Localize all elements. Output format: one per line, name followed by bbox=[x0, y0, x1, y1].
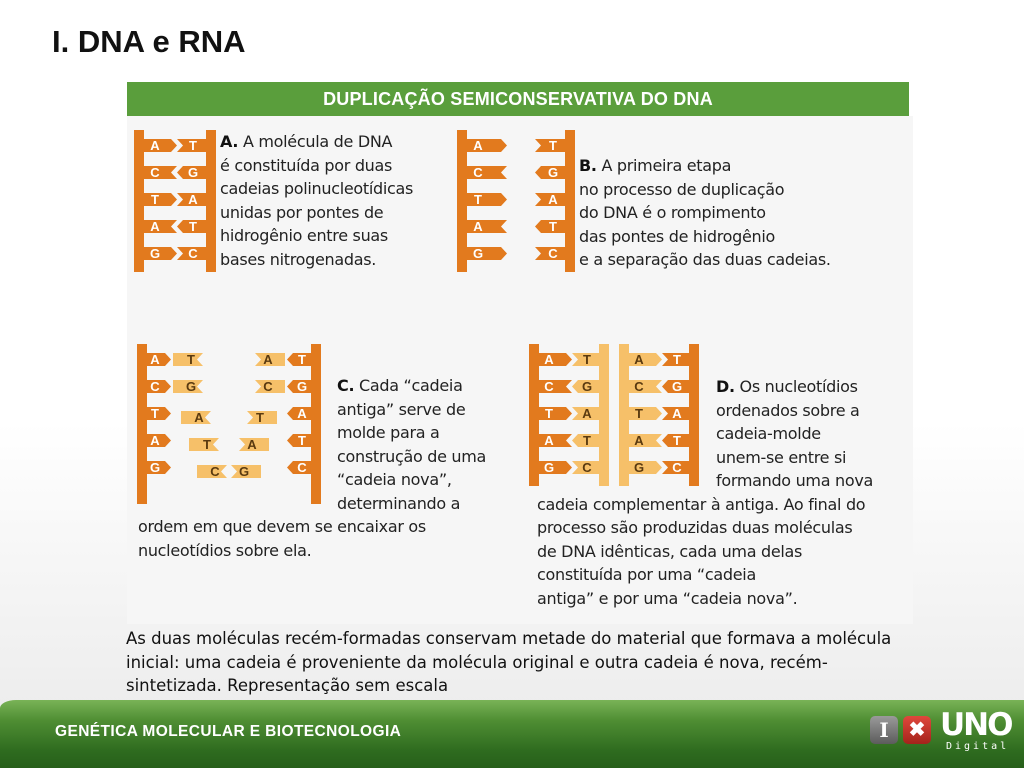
base-letter: G bbox=[296, 379, 308, 394]
base-letter: A bbox=[188, 192, 198, 207]
base-letter: A bbox=[672, 406, 682, 421]
nucleotide-base bbox=[144, 247, 177, 260]
base-letter: T bbox=[549, 219, 557, 234]
figure-caption: As duas moléculas recém-formadas conservam metade do material que formava a molécula inicial: uma cadeia é proveniente da molécula original e outra cadeia é nova, recém-sintetizada. Representação sem escala bbox=[126, 629, 892, 695]
panel-c-line: ordem em que devem se encaixar os bbox=[138, 517, 426, 536]
nucleotide-base bbox=[467, 193, 507, 206]
panel-b-line: das pontes de hidrogênio bbox=[579, 226, 776, 246]
base-letter: G bbox=[185, 379, 197, 394]
base-letter: A bbox=[297, 406, 307, 421]
panel-a-line: unidas por pontes de bbox=[220, 202, 384, 222]
nucleotide-base bbox=[144, 166, 177, 179]
base-letter: C bbox=[297, 460, 307, 475]
base-letter: C bbox=[210, 464, 220, 479]
panel-c-text bbox=[138, 374, 518, 562]
base-letter: G bbox=[149, 460, 161, 475]
base-letter: T bbox=[256, 410, 264, 425]
figure-body bbox=[127, 116, 913, 624]
base-letter: A bbox=[150, 219, 160, 234]
base-letter: T bbox=[549, 138, 557, 153]
panel-d-label: D. bbox=[716, 377, 735, 396]
nucleotide-base bbox=[144, 220, 177, 233]
figure-header: DUPLICAÇÃO SEMICONSERVATIVA DO DNA bbox=[127, 82, 909, 116]
base-letter: T bbox=[474, 192, 482, 207]
base-letter: A bbox=[544, 433, 554, 448]
panel-c-line: molde para a bbox=[337, 423, 440, 442]
base-letter: G bbox=[543, 460, 555, 475]
panel-d-text bbox=[537, 375, 907, 610]
panel-c-line: determinando a bbox=[337, 493, 461, 513]
panel-a-line: A molécula de DNA bbox=[238, 132, 393, 151]
base-letter: A bbox=[263, 352, 273, 367]
base-letter: T bbox=[298, 433, 306, 448]
panel-c-label: C. bbox=[337, 376, 355, 395]
base-letter: A bbox=[473, 138, 483, 153]
base-letter: T bbox=[583, 433, 591, 448]
base-letter: A bbox=[150, 138, 160, 153]
base-letter: A bbox=[150, 433, 160, 448]
brand-i-icon: I bbox=[870, 716, 898, 744]
nucleotide-base bbox=[144, 193, 177, 206]
base-letter: G bbox=[547, 165, 559, 180]
base-letter: T bbox=[151, 406, 159, 421]
base-letter: C bbox=[473, 165, 483, 180]
base-letter: A bbox=[194, 410, 204, 425]
base-letter: G bbox=[187, 165, 199, 180]
panel-d-line: ordenados sobre a bbox=[716, 400, 860, 420]
panel-b-text bbox=[579, 154, 909, 272]
panel-b-label: B. bbox=[579, 156, 597, 175]
base-letter: G bbox=[633, 460, 645, 475]
footer-course-title: GENÉTICA MOLECULAR E BIOTECNOLOGIA bbox=[55, 723, 402, 740]
base-letter: C bbox=[672, 460, 682, 475]
base-letter: T bbox=[635, 406, 643, 421]
base-letter: T bbox=[545, 406, 553, 421]
panel-b-line: A primeira etapa bbox=[596, 156, 732, 175]
panel-d-line: unem-se entre si bbox=[716, 447, 847, 467]
base-letter: T bbox=[673, 433, 681, 448]
base-letter: T bbox=[187, 352, 195, 367]
base-letter: G bbox=[149, 246, 161, 261]
base-letter: C bbox=[544, 379, 554, 394]
base-letter: A bbox=[544, 352, 554, 367]
base-letter: T bbox=[151, 192, 159, 207]
panel-a-line: bases nitrogenadas. bbox=[220, 249, 377, 269]
base-letter: T bbox=[298, 352, 306, 367]
brand-uno-logo: UNO bbox=[940, 707, 1012, 743]
base-letter: A bbox=[548, 192, 558, 207]
panel-c-line: nucleotídios sobre ela. bbox=[138, 540, 312, 560]
slide-title: I. DNA e RNA bbox=[52, 24, 246, 59]
panel-c-line: construção de uma bbox=[337, 446, 487, 466]
panel-b-line: do DNA é o rompimento bbox=[579, 203, 766, 222]
right-backbone bbox=[565, 130, 575, 272]
dna-molecule-diagram bbox=[132, 130, 218, 272]
panel-a-line: é constituída por duas bbox=[220, 155, 393, 175]
panel-b-line: no processo de duplicação bbox=[579, 179, 785, 199]
base-letter: T bbox=[189, 138, 197, 153]
base-letter: T bbox=[673, 352, 681, 367]
base-letter: G bbox=[581, 379, 593, 394]
panel-d-line: cadeia complementar à antiga. Ao final do bbox=[537, 494, 866, 514]
base-letter: C bbox=[150, 379, 160, 394]
panel-c-line: “cadeia nova”, bbox=[337, 470, 452, 489]
base-letter: A bbox=[634, 433, 644, 448]
base-letter: G bbox=[238, 464, 250, 479]
base-letter: C bbox=[634, 379, 644, 394]
base-letter: A bbox=[473, 219, 483, 234]
base-letter: T bbox=[189, 219, 197, 234]
panel-d-line: de DNA idênticas, cada uma delas bbox=[537, 541, 803, 561]
base-letter: A bbox=[150, 352, 160, 367]
panel-c-line: antiga” serve de bbox=[337, 399, 466, 419]
panel-d-line: constituída por uma “cadeia bbox=[537, 565, 756, 584]
panel-a-label: A. bbox=[220, 132, 239, 151]
panel-d-line: formando uma nova bbox=[716, 471, 874, 490]
base-letter: T bbox=[203, 437, 211, 452]
nucleotide-base bbox=[144, 139, 177, 152]
panel-d-line: processo são produzidas duas moléculas bbox=[537, 518, 853, 537]
panel-c-line: Cada “cadeia bbox=[354, 376, 463, 395]
panel-d-line: antiga” e por uma “cadeia nova”. bbox=[537, 588, 798, 608]
brand-digital-label: Digital bbox=[946, 741, 1010, 752]
separated-strands-diagram bbox=[455, 130, 577, 272]
base-letter: G bbox=[671, 379, 683, 394]
panel-a-line: cadeias polinucleotídicas bbox=[220, 179, 414, 198]
base-letter: C bbox=[263, 379, 273, 394]
base-letter: A bbox=[634, 352, 644, 367]
panel-d-line: cadeia-molde bbox=[716, 424, 821, 443]
base-letter: C bbox=[150, 165, 160, 180]
base-letter: G bbox=[472, 246, 484, 261]
base-letter: C bbox=[582, 460, 592, 475]
replication-figure bbox=[127, 82, 913, 624]
panel-a-text bbox=[220, 130, 460, 271]
panel-b-line: e a separação das duas cadeias. bbox=[579, 250, 831, 269]
base-letter: C bbox=[548, 246, 558, 261]
base-letter: A bbox=[247, 437, 257, 452]
base-letter: A bbox=[582, 406, 592, 421]
left-backbone bbox=[457, 130, 467, 272]
right-backbone bbox=[206, 130, 216, 272]
base-letter: T bbox=[583, 352, 591, 367]
panel-d-line: Os nucleotídios bbox=[734, 377, 858, 396]
panel-a-line: hidrogênio entre suas bbox=[220, 226, 388, 245]
base-letter: C bbox=[188, 246, 198, 261]
brand-x-icon: ✖ bbox=[903, 716, 931, 744]
left-backbone bbox=[134, 130, 144, 272]
